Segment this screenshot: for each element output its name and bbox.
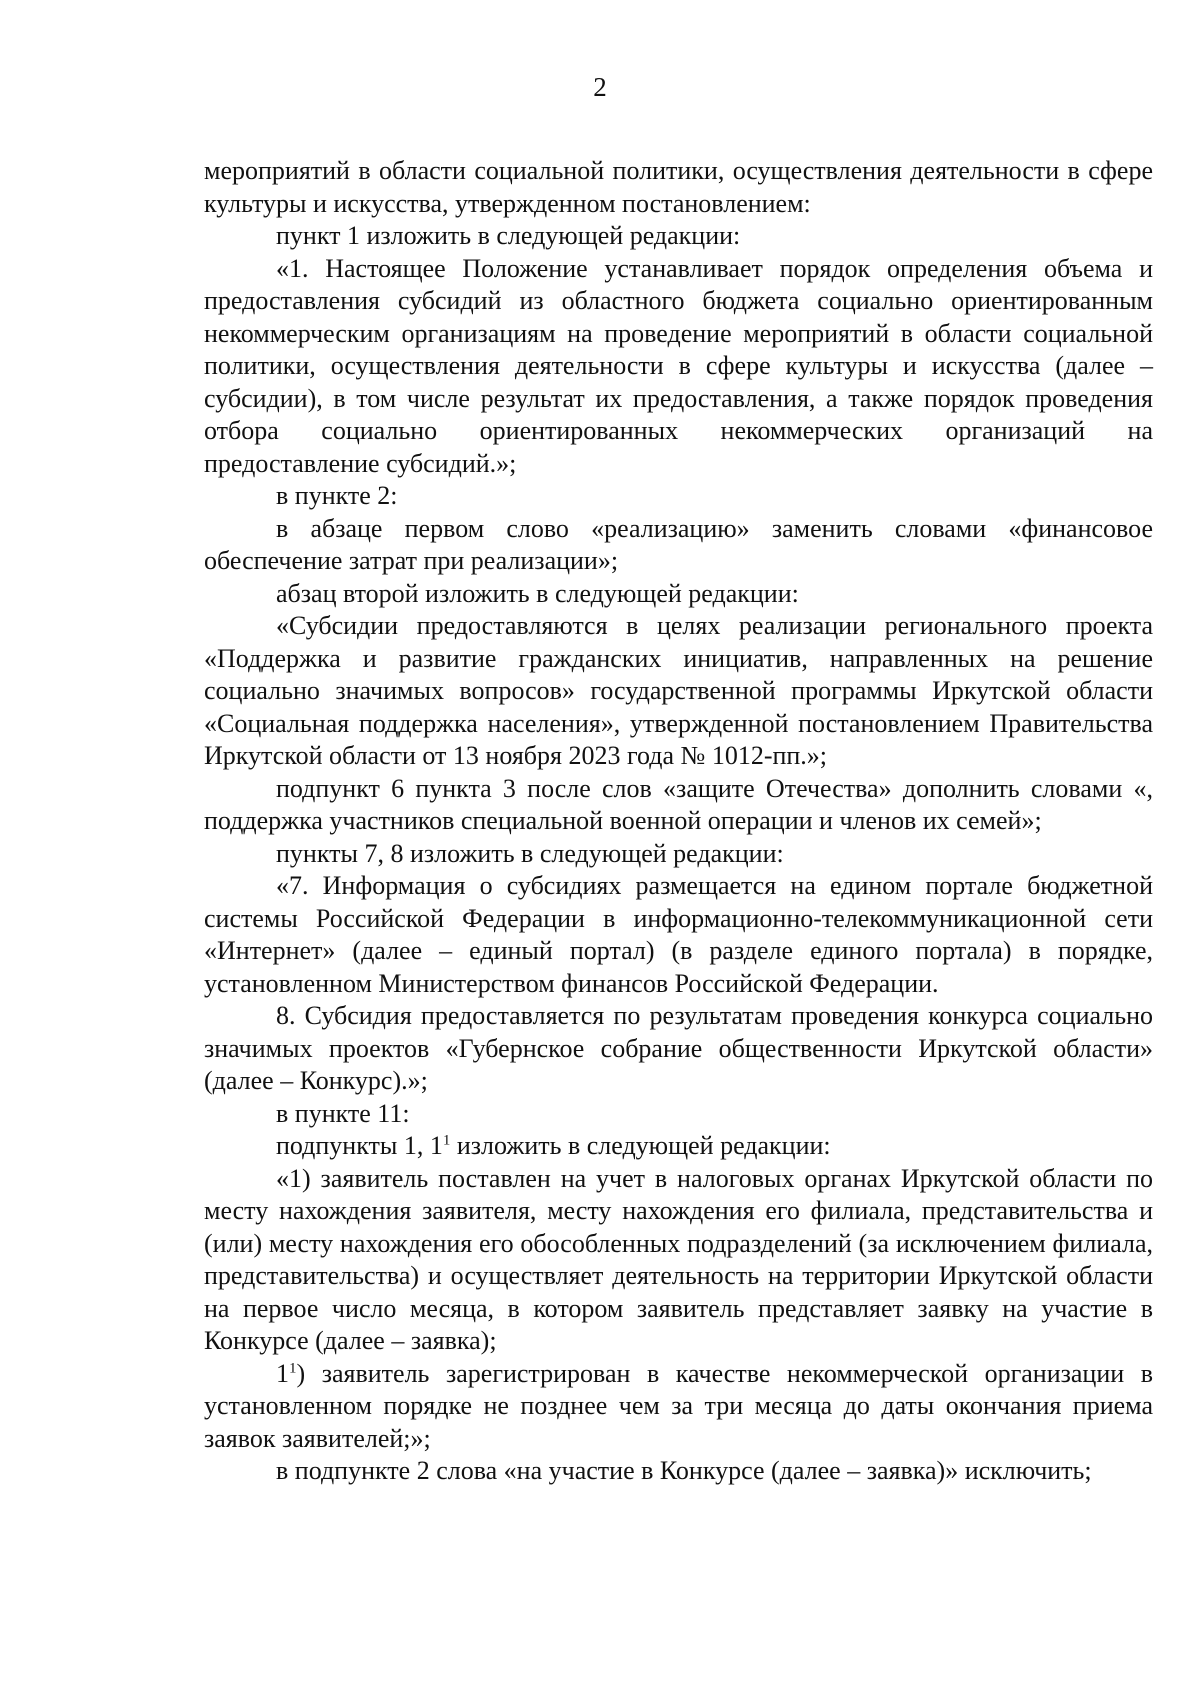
- paragraph: [204, 838, 1153, 871]
- paragraph-text: «1. Настоящее Положение устанавливает порядок определения объема и предоставления субсидий из областного бюджета социально ориентированным некоммерческим организациям на проведение мероприятий в области социальной политики, осуществления деятельности в сфере культуры и искусства (далее – субсидии), в том числе результат их предоставления, а также порядок проведения отбора социально ориентированных некоммерческих организаций на предоставление субсидий.»;: [204, 253, 1153, 478]
- paragraph: [204, 1358, 1153, 1456]
- paragraph: [204, 1163, 1153, 1358]
- superscript: 1: [289, 1359, 297, 1376]
- paragraph: [204, 870, 1153, 1000]
- paragraph: [204, 480, 1153, 513]
- paragraph: [204, 253, 1153, 481]
- paragraph-text: «1) заявитель поставлен на учет в налоговых органах Иркутской области по месту нахождения заявителя, месту нахождения его филиала, представительства и (или) месту нахождения его обособленных подразделений (за исключением филиала, представительства) и осуществляет деятельность на территории Иркутской области на первое число месяца, в котором заявитель представляет заявку на участие в Конкурсе (далее – заявка);: [204, 1163, 1153, 1355]
- paragraph-text: в подпункте 2 слова «на участие в Конкурсе (далее – заявка)» исключить;: [276, 1456, 1092, 1485]
- paragraph-text: в пункте 11:: [276, 1098, 410, 1128]
- paragraph: [204, 773, 1153, 838]
- document-body: [204, 155, 1153, 1488]
- paragraph-text: 1: [276, 1358, 289, 1388]
- paragraph-text: 8. Субсидия предоставляется по результатам проведения конкурса социально значимых проектов «Губернское собрание общественности Иркутской области» (далее – Конкурс).»;: [204, 1001, 1153, 1095]
- superscript: 1: [442, 1132, 451, 1149]
- paragraph-text: абзац второй изложить в следующей редакции:: [276, 578, 799, 608]
- paragraph-text: пункты 7, 8 изложить в следующей редакции:: [276, 838, 784, 868]
- paragraph-text: в пункте 2:: [276, 481, 398, 510]
- paragraph: [204, 1455, 1153, 1488]
- paragraph: [204, 578, 1153, 611]
- paragraph: [204, 1000, 1153, 1098]
- paragraph: [204, 1130, 1153, 1163]
- paragraph-text: подпункты 1, 1: [276, 1131, 443, 1160]
- paragraph-text: мероприятий в области социальной политики, осуществления деятельности в сфере культуры и искусства, утвержденном постановлением:: [204, 156, 1153, 218]
- paragraph-text: «7. Информация о субсидиях размещается на едином портале бюджетной системы Российской Федерации в информационно-телекоммуникационной сети «Интернет» (далее – единый портал) (в разделе единого портала) в порядке, установленном Министерством финансов Российской Федерации.: [204, 871, 1153, 998]
- paragraph: [204, 220, 1153, 253]
- paragraph-text: в абзаце первом слово «реализацию» заменить словами «финансовое обеспечение затрат при реализации»;: [204, 513, 1153, 575]
- paragraph: [204, 155, 1153, 220]
- paragraph-text-tail: изложить в следующей редакции:: [450, 1131, 831, 1160]
- paragraph-text: «Субсидии предоставляются в целях реализации регионального проекта «Поддержка и развитие гражданских инициатив, направленных на решение социально значимых вопросов» государственной программы Иркутской области «Социальная поддержка населения», утвержденной постановлением Правительства Иркутской области от 13 ноября 2023 года № 1012-пп.»;: [204, 611, 1153, 770]
- paragraph-text-tail: ) заявитель зарегистрирован в качестве некоммерческой организации в установленном порядке не позднее чем за три месяца до даты окончания приема заявок заявителей;»;: [204, 1358, 1153, 1453]
- paragraph: [204, 513, 1153, 578]
- paragraph-text: пункт 1 изложить в следующей редакции:: [276, 221, 741, 250]
- paragraph: [204, 610, 1153, 773]
- paragraph-text: подпункт 6 пункта 3 после слов «защите Отечества» дополнить словами «, поддержка участников специальной военной операции и членов их семей»;: [204, 773, 1153, 835]
- page-number: 2: [593, 72, 607, 102]
- paragraph: [204, 1098, 1153, 1131]
